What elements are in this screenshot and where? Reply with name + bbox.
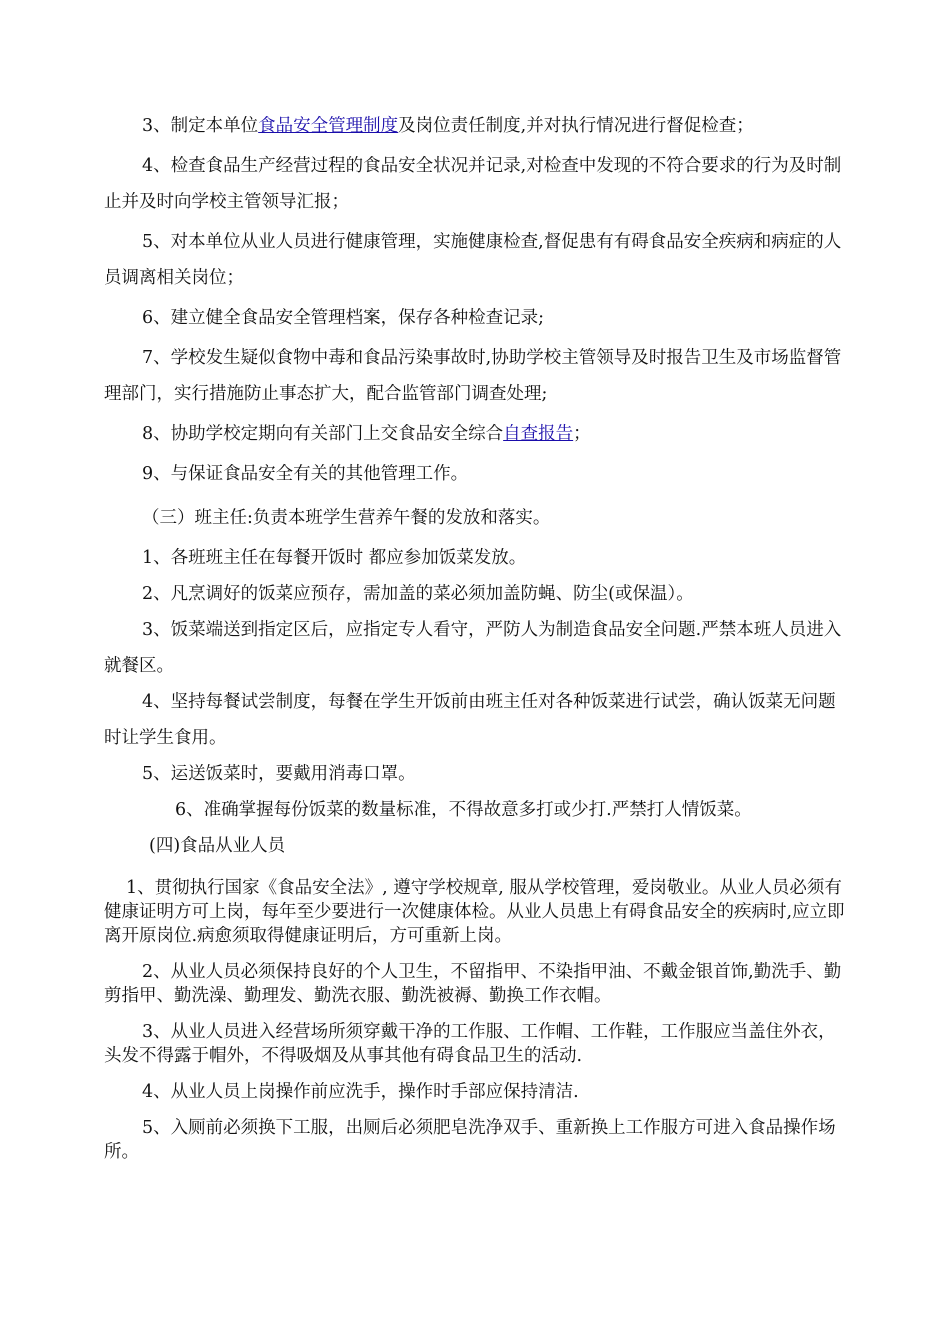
section-4-item-2: 2、从业人员必须保持良好的个人卫生，不留指甲、不染指甲油、不戴金银首饰,勤洗手、勤剪指甲、勤洗澡、勤理发、勤洗衣服、勤洗被褥、勤换工作衣帽。 [104,962,842,1006]
section-3-item-3: 3、饭菜端送到指定区后，应指定专人看守，严防人为制造食品安全问题.严禁本班人员进入就餐区。 [104,620,842,676]
section-4-item-1: 1、贯彻执行国家《食品安全法》, 遵守学校规章, 服从学校管理，爱岗敬业。从业人员必须有健康证明方可上岗，每年至少要进行一次健康体检。从业人员患上有碍食品安全的疾病时,应立即离开原岗位.病愈须取得健康证明后，方可重新上岗。 [104,878,845,946]
paragraph-3-text-after: 及岗位责任制度,并对执行情况进行督促检查； [398,116,754,136]
section-3-item-4: 4、坚持每餐试尝制度，每餐在学生开饭前由班主任对各种饭菜进行试尝，确认饭菜无问题时让学生食用。 [104,692,836,748]
paragraph-6: 6、建立健全食品安全管理档案，保存各种检查记录; [142,308,545,328]
paragraph-8 [104,416,846,452]
section-4-item-4: 4、从业人员上岗操作前应洗手，操作时手部应保持清洁. [142,1082,579,1102]
section-3-item-2: 2、凡烹调好的饭菜应预存，需加盖的菜必须加盖防蝇、防尘(或保温）。 [142,584,694,604]
paragraph-7: 7、学校发生疑似食物中毒和食品污染事故时,协助学校主管领导及时报告卫生及市场监督管理部门，实行措施防止事态扩大，配合监管部门调查处理; [104,348,842,404]
section-3-item-5: 5、运送饭菜时，要戴用消毒口罩。 [142,764,416,784]
paragraph-3 [104,108,846,144]
section-4-heading: (四)食品从业人员 [149,836,286,856]
self-inspection-report-link[interactable]: 自查报告 [503,424,574,444]
paragraph-3-text-before: 3、制定本单位 [142,116,259,136]
section-3-item-6: 6、准确掌握每份饭菜的数量标准，不得故意多打或少打.严禁打人情饭菜。 [175,800,752,820]
section-3-item-1: 1、各班班主任在每餐开饭时 都应参加饭菜发放。 [142,548,527,568]
paragraph-5: 5、对本单位从业人员进行健康管理，实施健康检查,督促患有有碍食品安全疾病和病症的人员调离相关岗位； [104,232,842,288]
food-safety-management-system-link[interactable]: 食品安全管理制度 [258,116,399,136]
paragraph-8-text-after: ； [573,424,591,444]
document-body [104,108,846,1164]
section-4-item-3: 3、从业人员进入经营场所须穿戴干净的工作服、工作帽、工作鞋，工作服应当盖住外衣，头发不得露于帽外，不得吸烟及从事其他有碍食品卫生的活动. [104,1022,836,1066]
section-3-heading: （三）班主任:负责本班学生营养午餐的发放和落实。 [142,508,551,528]
paragraph-8-text-before: 8、协助学校定期向有关部门上交食品安全综合 [142,424,504,444]
section-4-item-5: 5、入厕前必须换下工服，出厕后必须肥皂洗净双手、重新换上工作服方可进入食品操作场所。 [104,1118,836,1162]
paragraph-4: 4、检查食品生产经营过程的食品安全状况并记录,对检查中发现的不符合要求的行为及时制止并及时向学校主管领导汇报； [104,156,842,212]
paragraph-9: 9、与保证食品安全有关的其他管理工作。 [142,464,469,484]
